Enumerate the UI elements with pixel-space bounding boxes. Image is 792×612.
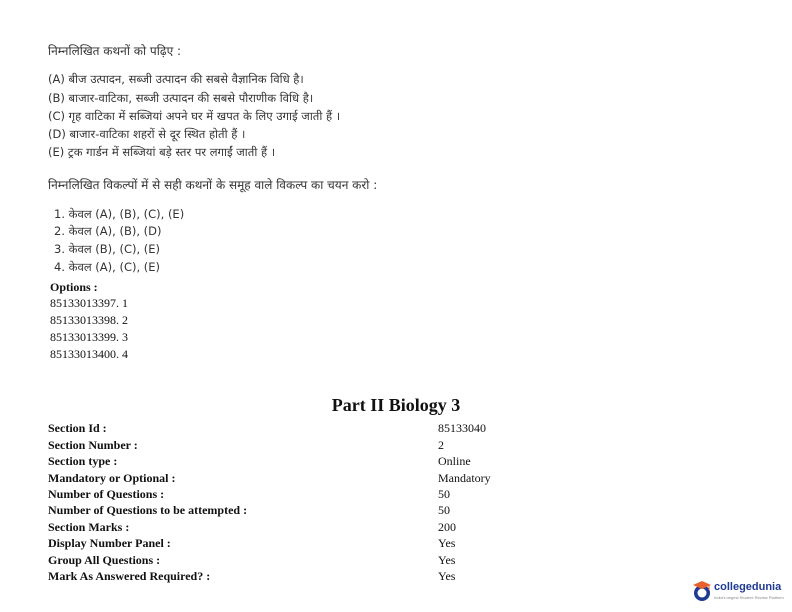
section-value: 50	[438, 487, 450, 501]
section-label: Mandatory or Optional :	[48, 471, 176, 485]
section-value: 85133040	[438, 421, 486, 435]
statement-b: (B) बाजार-वाटिका, सब्जी उत्पादन की सबसे पौराणीक विधि है।	[48, 91, 314, 105]
options-heading: Options :	[50, 280, 98, 294]
section-title: Part II Biology 3	[331, 395, 461, 415]
section-value: Yes	[438, 536, 456, 550]
section-value: 200	[438, 520, 456, 534]
section-value: Yes	[438, 569, 456, 583]
option-id-2: 85133013398. 2	[50, 313, 128, 327]
option-id-3: 85133013399. 3	[50, 330, 128, 344]
statement-e: (E) ट्रक गार्डन में सब्जियां बड़े स्तर पर लगाईं जाती हैं ।	[48, 145, 276, 159]
statement-a: (A) बीज उत्पादन, सब्जी उत्पादन की सबसे वैज्ञानिक विधि है।	[48, 72, 304, 86]
statement-c: (C) गृह वाटिका में सब्जियां अपने घर में खपत के लिए उगाई जाती हैं ।	[48, 109, 341, 123]
option-id-4: 85133013400. 4	[50, 347, 128, 361]
choice-2: 2. केवल (A), (B), (D)	[54, 224, 162, 238]
brand-tagline: India's largest Student Review Platform	[714, 595, 784, 600]
section-label: Number of Questions :	[48, 487, 165, 501]
question-prompt: निम्नलिखित विकल्पों में से सही कथनों के समूह वाले विकल्प का चयन करो :	[48, 178, 378, 192]
section-label: Number of Questions to be attempted :	[48, 503, 248, 517]
choice-4: 4. केवल (A), (C), (E)	[54, 260, 161, 274]
question-instruction: निम्नलिखित कथनों को पढ़िए :	[48, 44, 182, 58]
option-id-1: 85133013397. 1	[50, 296, 128, 310]
section-value: 2	[438, 438, 444, 452]
section-label: Section Marks :	[48, 520, 130, 534]
section-label: Section type :	[48, 454, 118, 468]
choice-1: 1. केवल (A), (B), (C), (E)	[54, 207, 185, 221]
section-value: Mandatory	[438, 471, 491, 485]
graduation-cap-icon	[692, 580, 712, 602]
choice-3: 3. केवल (B), (C), (E)	[54, 242, 161, 256]
section-label: Group All Questions :	[48, 553, 161, 567]
section-label: Section Number :	[48, 438, 138, 452]
collegedunia-watermark	[692, 578, 792, 608]
section-value: Yes	[438, 553, 456, 567]
section-label: Section Id :	[48, 421, 107, 435]
section-value: Online	[438, 454, 471, 468]
statement-d: (D) बाजार-वाटिका शहरों से दूर स्थित होती हैं ।	[48, 127, 246, 141]
section-label: Display Number Panel :	[48, 536, 171, 550]
section-label: Mark As Answered Required? :	[48, 569, 211, 583]
section-value: 50	[438, 503, 450, 517]
brand-name: collegedunia	[714, 581, 782, 593]
